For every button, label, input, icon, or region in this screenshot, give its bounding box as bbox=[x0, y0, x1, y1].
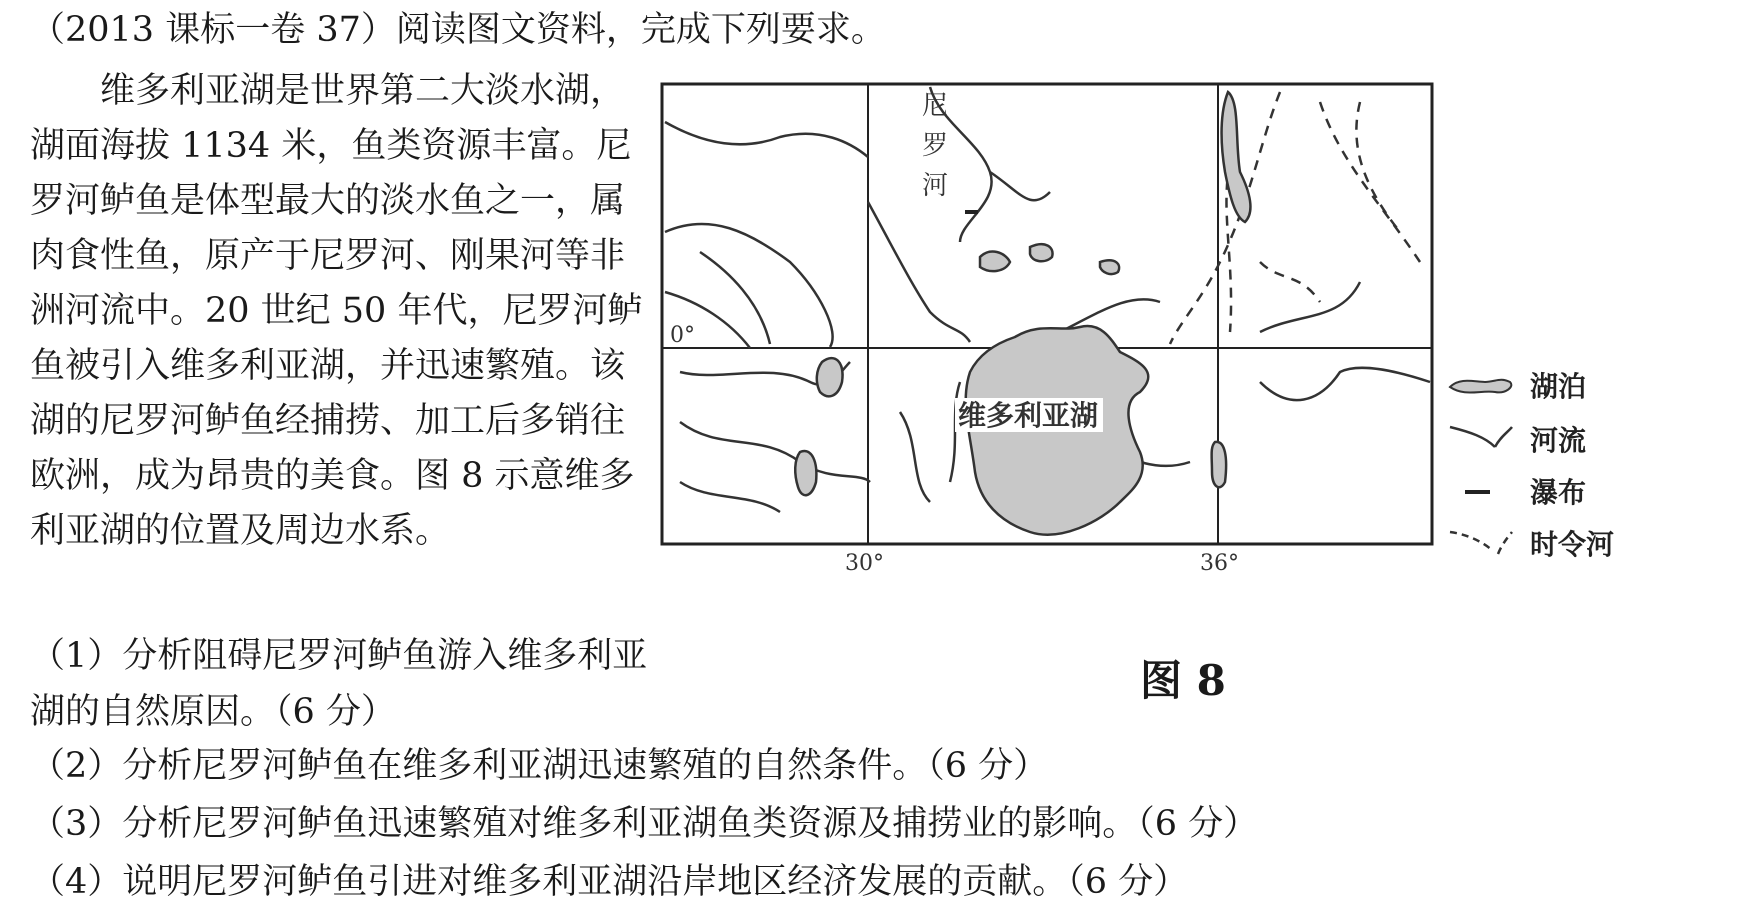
lake bbox=[980, 252, 1010, 272]
river bbox=[680, 482, 780, 512]
question-paragraph: 维多利亚湖是世界第二大淡水湖，湖面海拔 1134 米，鱼类资源丰富。尼罗河鲈鱼是体型最大的淡水鱼之一，属肉食性鱼，原产于尼罗河、刚果河等非洲河流中。20 世纪 50 年代，尼罗河鲈鱼被引入维多利亚湖，并迅速繁殖。该湖的尼罗河鲈鱼经捕捞、加工后多销往欧洲，成为昂贵的美食。图 8 示意维多利亚湖的位置及周边水系。 bbox=[30, 71, 643, 551]
map-legend bbox=[1450, 370, 1614, 561]
lake bbox=[1030, 244, 1053, 261]
sub-question-1: （1）分析阻碍尼罗河鲈鱼游入维多利亚湖的自然原因。（6 分） bbox=[30, 636, 648, 732]
map-svg bbox=[660, 82, 1760, 702]
seasonal-river bbox=[1320, 102, 1420, 262]
seasonal-river bbox=[1356, 102, 1400, 232]
lake bbox=[1212, 442, 1227, 487]
question-title: （2013 课标一卷 37）阅读图文资料，完成下列要求。 bbox=[30, 10, 886, 50]
lakes bbox=[795, 92, 1250, 535]
figure-8-map bbox=[660, 82, 1760, 702]
river bbox=[990, 172, 1050, 200]
sub-question-4: （4）说明尼罗河鲈鱼引进对维多利亚湖沿岸地区经济发展的贡献。（6 分） bbox=[30, 862, 1189, 902]
lake-edward bbox=[795, 451, 816, 495]
river-label-1: 尼 bbox=[922, 91, 949, 121]
sub-question-2: （2）分析尼罗河鲈鱼在维多利亚湖迅速繁殖的自然条件。（6 分） bbox=[30, 746, 1049, 786]
seasonal-river bbox=[1260, 262, 1320, 302]
river-label-3: 河 bbox=[922, 171, 949, 201]
river bbox=[665, 122, 868, 157]
lon-label-36: 36° bbox=[1200, 551, 1239, 576]
sub-question-3: （3）分析尼罗河鲈鱼迅速繁殖对维多利亚湖鱼类资源及捕捞业的影响。（6 分） bbox=[30, 804, 1259, 844]
legend-river: 河流 bbox=[1530, 424, 1587, 457]
seasonal-rivers bbox=[1170, 92, 1420, 344]
river bbox=[1260, 368, 1430, 400]
lake-albert bbox=[817, 358, 843, 396]
figure-caption: 图 8 bbox=[1140, 656, 1226, 705]
river bbox=[680, 422, 870, 482]
lake bbox=[1100, 260, 1119, 274]
legend-lake: 湖泊 bbox=[1530, 370, 1587, 403]
legend-waterfall: 瀑布 bbox=[1530, 476, 1587, 509]
legend-seasonal-river-symbol bbox=[1450, 532, 1512, 554]
river bbox=[900, 412, 930, 502]
legend-seasonal-river: 时令河 bbox=[1530, 528, 1615, 561]
lat-label: 0° bbox=[670, 323, 695, 348]
lake-label: 维多利亚湖 bbox=[958, 399, 1099, 432]
legend-lake-symbol bbox=[1450, 380, 1511, 393]
river-label-2: 罗 bbox=[922, 131, 949, 161]
lon-label-30: 30° bbox=[845, 551, 884, 576]
river bbox=[868, 202, 970, 342]
legend-river-symbol bbox=[1450, 427, 1512, 447]
